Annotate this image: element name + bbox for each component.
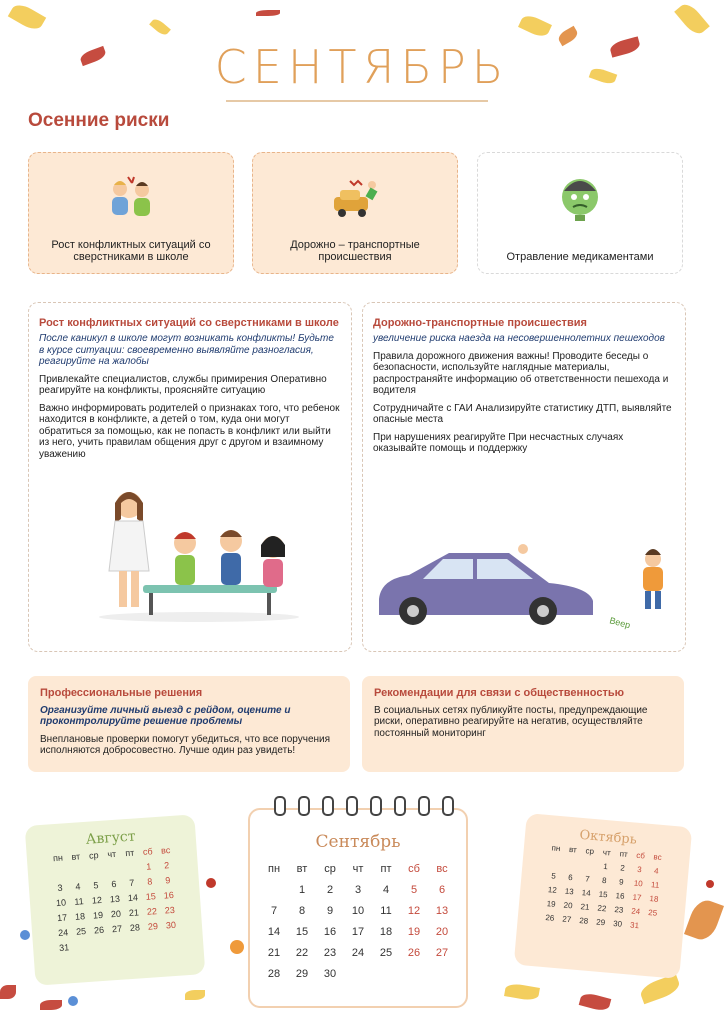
calendar-day: 4 xyxy=(382,883,390,896)
calendar-day: 30 xyxy=(612,918,623,929)
calendar-day: 3 xyxy=(57,882,63,893)
solution-lead: Организуйте личный выезд с рейдом, оцените и проконтролируйте решение проблемы xyxy=(40,704,291,727)
calendar-day: 21 xyxy=(128,906,140,918)
calendar-day: 19 xyxy=(92,909,104,921)
calendar-september xyxy=(248,808,468,1008)
calendar-day: 8 xyxy=(298,904,306,917)
calendar-day xyxy=(121,859,140,875)
sick-face-icon xyxy=(555,173,605,223)
calendar-day: 11 xyxy=(73,895,84,907)
info-card-paragraph: Привлекайте специалистов, службы примирения Оперативно реагируйте на конфликты, проясняйте ситуацию xyxy=(39,373,327,396)
calendar-day: 18 xyxy=(649,893,659,904)
calendar-day: 10 xyxy=(55,896,67,908)
calendar-day: 21 xyxy=(267,946,281,959)
calendar-day: 6 xyxy=(438,883,446,896)
title-wrap xyxy=(0,40,724,94)
calendar-day: 26 xyxy=(545,912,555,923)
calendar-october xyxy=(514,813,693,979)
calendar-weekday: ср xyxy=(88,849,99,861)
calendar-day: 19 xyxy=(546,898,556,909)
calendar-day xyxy=(428,963,456,984)
calendar-day: 17 xyxy=(56,911,68,923)
calendar-weekday: сб xyxy=(408,862,420,875)
car-pedestrian-illustration xyxy=(373,539,673,639)
calendar-day: 22 xyxy=(295,946,309,959)
calendar-day xyxy=(344,963,372,984)
calendar-august xyxy=(25,814,206,985)
calendar-day: 1 xyxy=(145,860,152,872)
calendar-weekday: чт xyxy=(107,848,117,859)
calendar-title: Октябрь xyxy=(578,827,638,848)
info-card-road xyxy=(362,302,686,652)
calendar-day: 13 xyxy=(109,893,121,904)
calendar-day: 24 xyxy=(630,906,641,916)
solution-card-pr xyxy=(362,676,684,772)
calendar-day: 15 xyxy=(145,890,157,902)
calendar-day: 29 xyxy=(147,920,159,932)
calendar-day: 27 xyxy=(111,923,123,934)
calendar-weekday: чт xyxy=(602,847,612,857)
calendar-day: 10 xyxy=(633,878,644,888)
calendar-weekday: вс xyxy=(436,862,448,875)
calendar-day xyxy=(109,935,128,951)
calendar-day: 18 xyxy=(379,925,393,938)
title-divider xyxy=(226,100,488,102)
calendar-day: 14 xyxy=(267,925,281,938)
calendar-day: 7 xyxy=(128,877,135,888)
calendar-day xyxy=(73,938,92,954)
calendar-day xyxy=(642,919,660,934)
info-card-lead: увеличение риска наезда на несовершеннолетних пешеходов xyxy=(373,333,665,344)
calendar-day: 23 xyxy=(614,904,624,915)
calendar-title: Август xyxy=(85,828,137,848)
calendar-day: 30 xyxy=(165,919,177,931)
calendar-weekday: вт xyxy=(71,850,81,862)
calendar-day: 25 xyxy=(379,946,393,959)
info-card-paragraph: Важно информировать родителей о признаках того, что ребенок находится в конфликте, а детей о том, куда они могут обратиться за помощью, как не попасть в конфликт или выйти из него, учить правилам общения друг с другом и взаимному уважению xyxy=(39,402,340,460)
calendar-day: 4 xyxy=(653,865,660,876)
calendar-day: 16 xyxy=(163,889,175,901)
calendar-weekday: вт xyxy=(568,844,578,855)
calendar-day: 20 xyxy=(563,900,573,910)
beep-label: Beep xyxy=(608,615,632,631)
risk-card-label: Отравление медикаментами xyxy=(506,251,654,263)
info-card-paragraph: Сотрудничайте с ГАИ Анализируйте статистику ДТП, выявляйте опасные места xyxy=(373,402,672,425)
calendar-day xyxy=(126,934,145,950)
calendar-day: 11 xyxy=(650,879,660,890)
calendar-day: 12 xyxy=(407,904,421,917)
calendar-day: 31 xyxy=(58,941,70,953)
calendar-day: 28 xyxy=(129,921,141,933)
risk-card-poisoning xyxy=(477,152,683,274)
calendar-day: 7 xyxy=(584,873,591,884)
calendar-day xyxy=(580,857,598,872)
calendar-day: 6 xyxy=(110,878,117,889)
solution-title: Профессиональные решения xyxy=(40,687,203,699)
calendar-day: 22 xyxy=(597,903,607,913)
calendar-day: 14 xyxy=(581,887,592,898)
calendar-day: 25 xyxy=(75,925,87,937)
solution-title: Рекомендации для связи с общественностью xyxy=(374,687,625,699)
calendar-day: 4 xyxy=(75,880,81,892)
calendar-day: 16 xyxy=(615,890,625,901)
calendar-day: 1 xyxy=(602,861,609,871)
calendar-weekday: вт xyxy=(296,862,308,875)
calendar-day: 9 xyxy=(164,874,171,885)
calendar-day: 5 xyxy=(93,879,99,890)
calendar-week-row xyxy=(260,942,456,963)
calendar-day: 27 xyxy=(562,914,572,924)
calendar-week-row xyxy=(260,963,456,984)
risk-card-label: Рост конфликтных ситуаций со сверстниками в школе xyxy=(51,239,211,263)
calendar-day: 23 xyxy=(164,904,176,916)
calendar-day: 5 xyxy=(550,870,557,881)
calendar-day: 25 xyxy=(647,907,658,918)
calendar-day: 30 xyxy=(323,967,337,980)
calendar-day xyxy=(67,863,86,879)
calendar-day: 24 xyxy=(351,946,365,959)
calendar-day: 24 xyxy=(57,926,69,938)
solution-text: В социальных сетях публикуйте посты, предупреждающие риски, оперативно реагируйте на негатив, осуществляйте постоянный мониторинг xyxy=(374,704,648,739)
calendar-day: 19 xyxy=(407,925,421,938)
info-card-title: Рост конфликтных ситуаций со сверстниками в школе xyxy=(39,317,339,329)
calendar-day: 23 xyxy=(323,946,337,959)
calendar-week-row xyxy=(260,879,456,900)
calendar-weekday: пт xyxy=(619,848,629,859)
calendar-day: 20 xyxy=(435,925,449,938)
calendar-day: 26 xyxy=(407,946,421,959)
calendar-day: 9 xyxy=(618,876,624,887)
calendar-day: 18 xyxy=(74,910,86,922)
calendar-day: 15 xyxy=(598,889,609,899)
calendar-day: 10 xyxy=(351,904,365,917)
info-card-paragraph: Правила дорожного движения важны! Проводите беседы о безопасности, используйте наглядные материалы, распространяйте информацию об ответственности пешехода и водителя xyxy=(373,350,669,396)
calendar-day: 9 xyxy=(326,904,334,917)
calendar-weekday: пн xyxy=(267,862,281,875)
calendar-day: 3 xyxy=(354,883,362,896)
calendar-day: 2 xyxy=(619,862,626,873)
calendar-day xyxy=(260,879,288,900)
calendar-day: 27 xyxy=(435,946,449,959)
calendar-weekday: сб xyxy=(636,850,646,860)
calendar-day xyxy=(400,963,428,984)
calendar-weekday: пн xyxy=(52,852,64,863)
calendar-weekday: ср xyxy=(324,862,336,875)
calendar-weekday: пн xyxy=(551,842,561,853)
calendar-day: 22 xyxy=(146,905,158,917)
calendar-day: 12 xyxy=(547,884,558,895)
section-heading: Осенние риски xyxy=(28,110,170,131)
calendar-day: 15 xyxy=(295,925,309,938)
calendar-day xyxy=(85,862,104,878)
calendar-weekday-row xyxy=(260,858,456,879)
calendar-day: 11 xyxy=(380,904,392,917)
calendar-day: 28 xyxy=(267,967,281,980)
calendar-day xyxy=(372,963,400,984)
calendar-title: Сентябрь xyxy=(315,832,401,852)
calendar-day: 6 xyxy=(567,872,574,882)
calendar-day: 5 xyxy=(410,883,418,896)
risk-card-conflicts xyxy=(28,152,234,274)
calendar-day: 12 xyxy=(91,894,103,906)
info-card-title: Дорожно-транспортные происшествия xyxy=(373,317,587,329)
conflict-kids-icon xyxy=(106,173,156,223)
calendar-day: 13 xyxy=(435,904,449,917)
risk-card-road xyxy=(252,152,458,274)
risk-card-label: Дорожно – транспортные происшествия xyxy=(290,239,420,263)
solution-card-professional xyxy=(28,676,350,772)
calendar-day: 7 xyxy=(270,904,278,917)
solution-text: Внеплановые проверки помогут убедиться, что все поручения исполняются добросовестно. Лучше один раз увидеть! xyxy=(40,733,331,756)
calendar-weekday: вс xyxy=(653,851,663,862)
info-card-conflicts xyxy=(28,302,352,652)
calendar-day: 2 xyxy=(163,859,170,870)
calendar-day: 17 xyxy=(632,892,642,902)
calendar-day xyxy=(546,854,564,869)
calendar-day: 28 xyxy=(578,915,589,926)
calendar-weekday: ср xyxy=(585,845,595,856)
calendar-weekday: пт xyxy=(380,862,392,875)
calendar-day: 29 xyxy=(595,917,606,927)
calendar-day: 20 xyxy=(110,908,122,919)
calendar-day xyxy=(144,933,163,949)
page-title: СЕНТЯБРЬ xyxy=(214,40,510,94)
calendar-weekday: пт xyxy=(124,847,135,858)
car-accident-icon xyxy=(330,173,380,223)
calendar-day: 3 xyxy=(636,864,643,874)
calendar-day xyxy=(162,932,181,948)
calendar-week-row xyxy=(260,921,456,942)
calendar-day: 29 xyxy=(295,967,309,980)
info-card-lead: После каникул в школе могут возникать конфликты! Будьте в курсе ситуации: своевременно выявляйте разногласия, реагируйте на жалобы xyxy=(39,333,334,367)
info-card-paragraph: При нарушениях реагируйте При несчастных случаях оказывайте помощь и поддержку xyxy=(373,431,624,454)
calendar-day: 14 xyxy=(127,891,139,903)
calendar-day: 8 xyxy=(601,875,607,885)
calendar-day xyxy=(563,855,581,870)
calendar-day: 31 xyxy=(629,919,640,930)
calendar-day xyxy=(49,864,68,880)
calendar-day: 13 xyxy=(564,886,575,896)
calendar-week-row xyxy=(260,900,456,921)
calendar-day: 8 xyxy=(146,875,153,887)
calendar-day: 21 xyxy=(580,901,590,912)
calendar-day: 16 xyxy=(323,925,337,938)
calendar-weekday: чт xyxy=(352,862,364,875)
calendar-weekday: сб xyxy=(142,845,153,857)
calendar-day: 17 xyxy=(351,925,365,938)
calendar-day: 1 xyxy=(298,883,306,896)
calendar-day: 26 xyxy=(93,924,105,936)
calendar-day xyxy=(91,937,110,953)
school-kids-illustration xyxy=(89,485,309,625)
calendar-weekday: вс xyxy=(160,844,171,856)
calendar-day xyxy=(103,860,122,876)
calendar-day: 2 xyxy=(326,883,334,896)
